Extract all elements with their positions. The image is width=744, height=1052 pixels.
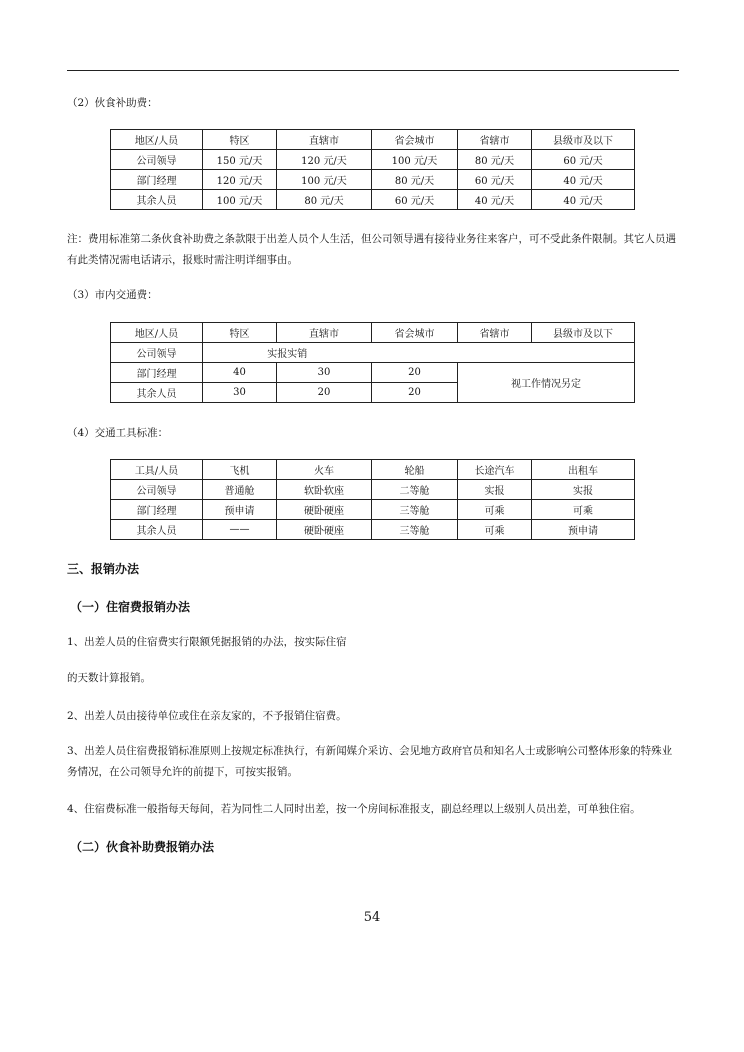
table-cell: 实报 <box>532 480 635 500</box>
table-cell: 100 元/天 <box>277 170 372 190</box>
table-cell: 100 元/天 <box>372 150 458 170</box>
table-cell: —— <box>203 520 277 540</box>
header-cell: 直辖市 <box>277 130 372 150</box>
table-cell: 100 元/天 <box>203 190 277 210</box>
header-cell: 省辖市 <box>458 323 532 343</box>
vehicle-heading: （4）交通工具标准： <box>67 427 169 439</box>
table-header-row <box>111 323 635 343</box>
table-cell: 其余人员 <box>111 520 203 540</box>
table-cell: 公司领导 <box>111 343 203 363</box>
subsection-title-lodging: （一）住宿费报销办法 <box>70 600 191 614</box>
header-cell: 直辖市 <box>277 323 372 343</box>
table-row <box>111 190 635 210</box>
table-cell: 公司领导 <box>111 150 203 170</box>
table-cell: 可乘 <box>458 520 532 540</box>
table-cell: 可乘 <box>532 500 635 520</box>
meal-heading: （2）伙食补助费： <box>67 97 158 109</box>
paragraph-item-1a: 1、出差人员的住宿费实行限额凭据报销的办法，按实际住宿 <box>67 636 347 648</box>
header-cell: 火车 <box>277 460 372 480</box>
table-cell: 40 元/天 <box>532 170 635 190</box>
merged-note-cell: 视工作情况另定 <box>458 363 635 403</box>
header-cell: 地区/人员 <box>111 130 203 150</box>
header-rule <box>67 70 679 71</box>
table-header-row <box>111 460 635 480</box>
header-cell: 长途汽车 <box>458 460 532 480</box>
table-cell: 60 元/天 <box>372 190 458 210</box>
table-row <box>111 343 635 363</box>
table-cell: 80 元/天 <box>372 170 458 190</box>
table-cell: 30 <box>277 363 372 383</box>
vehicle-standard-table <box>110 459 635 540</box>
meal-note: 注：费用标准第二条伙食补助费之条款限于出差人员个人生活，但公司领导遇有接待业务往来客户，可不受此条件限制。其它人员遇有此类情况需电话请示，报账时需注明详细事由。 <box>67 233 676 266</box>
table-cell: 20 <box>277 383 372 403</box>
table-cell: 部门经理 <box>111 170 203 190</box>
table-cell: 80 元/天 <box>458 150 532 170</box>
table-cell: 二等舱 <box>372 480 458 500</box>
table-cell: 软卧软座 <box>277 480 372 500</box>
paragraph-item-2: 2、出差人员由接待单位或住在亲友家的，不予报销住宿费。 <box>67 710 347 722</box>
table-header-row <box>111 130 635 150</box>
header-cell: 工具/人员 <box>111 460 203 480</box>
table-cell: 预申请 <box>532 520 635 540</box>
table-cell: 硬卧硬座 <box>277 520 372 540</box>
header-cell: 省会城市 <box>372 323 458 343</box>
header-cell: 县级市及以下 <box>532 323 635 343</box>
table-row <box>111 170 635 190</box>
header-cell: 轮船 <box>372 460 458 480</box>
blank-cell <box>372 343 635 363</box>
table-cell: 部门经理 <box>111 363 203 383</box>
table-cell: 40 元/天 <box>532 190 635 210</box>
section-title: 三、报销办法 <box>67 562 140 576</box>
paragraph-item-1b: 的天数计算报销。 <box>67 672 151 684</box>
header-cell: 县级市及以下 <box>532 130 635 150</box>
table-cell: 硬卧硬座 <box>277 500 372 520</box>
table-cell: 普通舱 <box>203 480 277 500</box>
table-cell: 其余人员 <box>111 383 203 403</box>
table-row <box>111 520 635 540</box>
city-transport-table <box>110 322 635 403</box>
header-cell: 省会城市 <box>372 130 458 150</box>
paragraph-item-3: 3、出差人员住宿费报销标准原则上按规定标准执行，有新闻媒介采访、会见地方政府官员和知名人士或影响公司整体形象的特殊业务情况，在公司领导允许的前提下，可按实报销。 <box>67 745 673 778</box>
table-cell: 三等舱 <box>372 520 458 540</box>
table-cell: 三等舱 <box>372 500 458 520</box>
table-row <box>111 480 635 500</box>
paragraph-item-4: 4、住宿费标准一般指每天每间，若为同性二人同时出差，按一个房间标准报支，副总经理以上级别人员出差，可单独住宿。 <box>67 803 641 815</box>
table-cell: 150 元/天 <box>203 150 277 170</box>
table-cell: 60 元/天 <box>458 170 532 190</box>
table-cell: 公司领导 <box>111 480 203 500</box>
table-cell: 20 <box>372 363 458 383</box>
table-cell: 120 元/天 <box>203 170 277 190</box>
table-cell: 实报 <box>458 480 532 500</box>
actual-reimbursement-cell: 实报实销 <box>203 343 372 363</box>
header-cell: 特区 <box>203 323 277 343</box>
table-row <box>111 500 635 520</box>
page-number: 54 <box>363 910 381 925</box>
header-cell: 省辖市 <box>458 130 532 150</box>
table-cell: 80 元/天 <box>277 190 372 210</box>
table-row <box>111 150 635 170</box>
table-cell: 40 元/天 <box>458 190 532 210</box>
subsection-title-meal: （二）伙食补助费报销办法 <box>70 840 215 854</box>
table-cell: 可乘 <box>458 500 532 520</box>
header-cell: 出租车 <box>532 460 635 480</box>
table-cell: 其余人员 <box>111 190 203 210</box>
table-cell: 部门经理 <box>111 500 203 520</box>
table-cell: 预申请 <box>203 500 277 520</box>
header-cell: 特区 <box>203 130 277 150</box>
table-row <box>111 363 635 383</box>
table-cell: 120 元/天 <box>277 150 372 170</box>
table-cell: 20 <box>372 383 458 403</box>
meal-allowance-table <box>110 129 635 210</box>
city-transport-heading: （3）市内交通费： <box>67 289 158 301</box>
table-cell: 60 元/天 <box>532 150 635 170</box>
header-cell: 飞机 <box>203 460 277 480</box>
table-cell: 40 <box>203 363 277 383</box>
table-cell: 30 <box>203 383 277 403</box>
header-cell: 地区/人员 <box>111 323 203 343</box>
